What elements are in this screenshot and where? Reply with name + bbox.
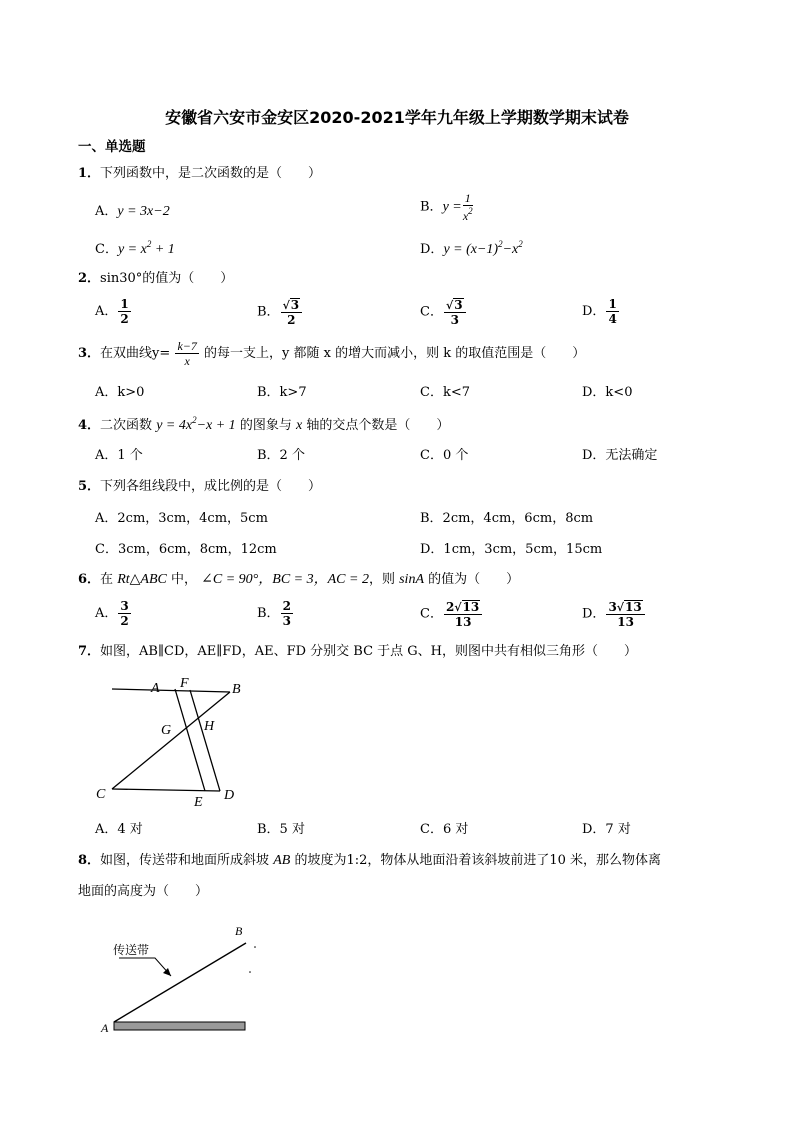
- numerator: 1: [608, 297, 617, 311]
- function: sinA: [399, 572, 424, 587]
- q2-option-d: [582, 298, 620, 325]
- segment-name: AB: [273, 853, 291, 868]
- q3-option-d: D．k<0: [582, 385, 633, 400]
- question-stem: 轴的交点个数是（ ）: [306, 418, 450, 433]
- question-number: 2．: [78, 271, 101, 286]
- option-expr: y = 3x−2: [117, 204, 170, 219]
- q4-option-c: C．0 个: [420, 448, 469, 463]
- question-7: [78, 645, 637, 658]
- q7-geometry-figure: [90, 672, 260, 812]
- question-8: [78, 854, 661, 868]
- radicand: 13: [462, 600, 480, 614]
- option-expr: y =: [442, 199, 462, 215]
- q1-option-b: [420, 192, 474, 222]
- label-b: B: [235, 924, 243, 938]
- q6-option-b: [257, 600, 294, 627]
- expression: −x + 1: [196, 418, 236, 433]
- label-c: C: [96, 787, 106, 802]
- q2-option-c: C． $\frac{√3}{3}$: [420, 298, 467, 326]
- triangle-name: Rt△ABC: [117, 572, 167, 587]
- option-label: C．: [95, 242, 118, 257]
- option-label: D．: [582, 304, 606, 319]
- question-stem: 下列函数中，是二次函数的是（ ）: [100, 166, 322, 181]
- label-e: E: [194, 795, 203, 810]
- q3-option-c: C．k<7: [420, 385, 470, 400]
- label-a: A: [101, 1021, 109, 1035]
- fraction: [463, 192, 473, 222]
- option-label: A．: [95, 204, 118, 219]
- q4-option-d: D．无法确定: [582, 448, 658, 463]
- belt-pointer: [119, 958, 171, 976]
- variable: x: [295, 418, 303, 433]
- question-stem: 二次函数: [100, 418, 153, 433]
- segment-cd: [112, 789, 220, 791]
- question-stem: 下列各组线段中，成比例的是（ ）: [100, 479, 322, 494]
- question-stem: 的图象与: [239, 418, 292, 433]
- numerator: 2: [282, 599, 291, 613]
- fraction: [175, 340, 198, 367]
- q1-option-a: [95, 205, 170, 219]
- denominator: 2: [287, 313, 296, 327]
- q2-option-a: [95, 298, 132, 325]
- label-a: A: [151, 681, 160, 696]
- denominator: x: [462, 209, 469, 223]
- label-h: H: [204, 719, 215, 734]
- arrow-head-icon: [163, 968, 171, 976]
- segment-ae: [175, 689, 205, 791]
- question-stem: 中，: [171, 572, 198, 587]
- denominator: 2: [120, 312, 129, 326]
- condition: ∠C = 90°，BC = 3，AC = 2: [201, 572, 369, 587]
- denominator: 13: [454, 615, 472, 629]
- question-stem: 如图，AB∥CD，AE∥FD，AE、FD 分别交 BC 于点 G、H，则图中共有相似三角形（ ）: [100, 644, 638, 659]
- question-stem: 的值为（ ）: [428, 572, 520, 587]
- q1-option-d: [420, 240, 523, 257]
- question-number: 3．: [78, 346, 101, 361]
- q1-option-c: [95, 240, 175, 257]
- option-label: D．: [420, 242, 444, 257]
- question-5: [78, 480, 321, 493]
- option-label: A．: [95, 304, 118, 319]
- q4-option-a: A．1 个: [95, 448, 143, 463]
- question-number: 7．: [78, 644, 101, 659]
- q5-option-b: B．2cm，4cm，6cm，8cm: [420, 511, 594, 526]
- denominator: 4: [608, 312, 617, 326]
- q7-option-b: B．5 对: [257, 822, 305, 837]
- q3-option-a: A．k>0: [95, 385, 145, 400]
- denominator: x: [184, 354, 190, 368]
- option-label: C．: [420, 304, 443, 320]
- exponent: 2: [468, 206, 473, 216]
- denominator: 2: [120, 614, 129, 628]
- option-expr: −x: [502, 242, 519, 257]
- numerator: 1: [464, 191, 471, 205]
- label-g: G: [161, 723, 172, 738]
- q5-option-c: C．3cm，6cm，8cm，12cm: [95, 542, 277, 557]
- exponent: 2: [498, 239, 503, 249]
- dot: [249, 971, 251, 973]
- label-b: B: [232, 682, 241, 697]
- q5-option-d: D．1cm，3cm，5cm，15cm: [420, 542, 603, 557]
- question-stem: 在双曲线y=: [100, 346, 171, 361]
- question-stem: 如图，传送带和地面所成斜坡: [100, 853, 270, 868]
- dot: [254, 946, 256, 948]
- segment-ab: [112, 689, 230, 692]
- option-label: B．: [257, 304, 280, 320]
- label-d: D: [224, 788, 235, 803]
- option-expr: + 1: [151, 242, 175, 257]
- segment-cb: [112, 692, 230, 789]
- question-number: 4．: [78, 418, 101, 433]
- question-2: [78, 272, 233, 285]
- radicand: 3: [454, 298, 463, 312]
- question-4: [78, 416, 449, 433]
- q8-conveyor-figure: [95, 920, 275, 1040]
- numerator: 1: [120, 297, 129, 311]
- q3-option-b: B．k>7: [257, 385, 307, 400]
- denominator: 3: [450, 313, 459, 327]
- exponent: 2: [192, 415, 197, 425]
- question-number: 5．: [78, 479, 101, 494]
- question-stem: 的坡度为1:2，物体从地面沿着该斜坡前进了10 米，那么物体离: [294, 853, 662, 868]
- q6-option-d: D． $\frac{3√13}{13}$: [582, 600, 646, 628]
- q7-option-d: D．7 对: [582, 822, 631, 837]
- question-6: [78, 573, 519, 587]
- coefficient: 3: [608, 600, 617, 614]
- segment-fd: [190, 690, 220, 791]
- numerator: k−7: [177, 339, 197, 353]
- question-stem: sin30°的值为（ ）: [100, 271, 234, 286]
- q4-option-b: B．2 个: [257, 448, 305, 463]
- question-stem: 在: [100, 572, 114, 587]
- expression: y = 4x: [156, 418, 193, 433]
- option-expr: y = x: [117, 242, 147, 257]
- question-number: 8．: [78, 853, 101, 868]
- question-stem: ，则: [368, 572, 395, 587]
- question-number: 1．: [78, 166, 101, 181]
- exponent: 2: [146, 239, 152, 249]
- option-expr: y = (x−1): [443, 242, 499, 257]
- q7-option-c: C．6 对: [420, 822, 469, 837]
- question-8-line-2: 地面的高度为（ ）: [78, 884, 209, 899]
- exponent: 2: [518, 239, 523, 249]
- coefficient: 2: [445, 600, 455, 614]
- question-number: 6．: [78, 572, 101, 587]
- denominator: 13: [617, 615, 634, 629]
- q7-option-a: A．4 对: [95, 822, 143, 837]
- question-stem: 的每一支上，y 都随 x 的增大而减小，则 k 的取值范围是（ ）: [204, 346, 586, 361]
- question-1: [78, 167, 321, 180]
- radicand: 13: [625, 600, 642, 614]
- label-f: F: [180, 676, 189, 691]
- ground-bar: [114, 1022, 245, 1030]
- radicand: 3: [290, 298, 300, 312]
- option-label: B．: [257, 606, 280, 621]
- denominator: 3: [282, 614, 291, 628]
- option-label: D．: [582, 606, 606, 622]
- q2-option-b: B． $\frac{√3}{2}$: [257, 298, 303, 326]
- page-title: 安徽省六安市金安区2020-2021学年九年级上学期数学期末试卷: [165, 108, 629, 127]
- belt-label: 传送带: [113, 943, 150, 957]
- q6-option-a: [95, 600, 132, 627]
- option-label: A．: [95, 606, 118, 621]
- numerator: 3: [120, 599, 129, 613]
- q6-option-c: C． $\frac{2√13}{13}$: [420, 600, 483, 628]
- question-3: [78, 340, 585, 367]
- section-heading: 一、单选题: [78, 139, 146, 155]
- option-label: C．: [420, 606, 443, 622]
- option-label: B．: [420, 199, 443, 215]
- q5-option-a: A．2cm，3cm，4cm，5cm: [95, 511, 268, 526]
